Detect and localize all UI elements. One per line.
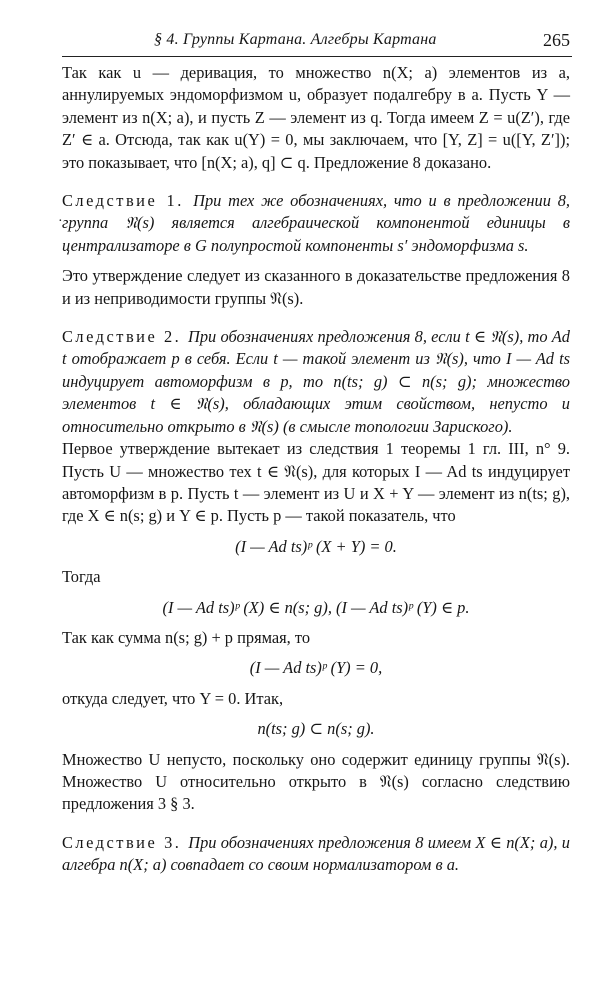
corollary-3-label: Следствие 3. (62, 832, 189, 852)
page-body (62, 62, 570, 877)
corollary-1-statement: При тех же обозначениях, что и в предложении 8, группа 𝔑(s) является алгебраической компонентой единицы в централизаторе в G полупростой компоненты s′ эндоморфизма s. (62, 191, 570, 255)
corollary-2-proof-part-4: Множество U непусто, поскольку оно содержит единицу группы 𝔑(s). Множество U относительно открыто в 𝔑(s) согласно следствию предложения 3 § 3. (62, 749, 570, 814)
then-word: Тогда (62, 567, 101, 587)
paragraph-proof-end: Так как u — деривация, то множество n(X; a) элементов из a, аннулируемых эндоморфизмом u, образует подалгебру в a. Пусть Y — элемент из n(X; a), и пусть Z — элемент из q. Тогда имеем Z = u(Z′), где Z′ ∈ a. Отсюда, так как u(Y) = 0, мы заключаем, что [Y, Z] = u([Y, Z′]); это показывает, что [n(X; a), q] ⊂ q. Предложение 8 доказано. (62, 63, 570, 172)
formula-4: n(ts; g) ⊂ n(s; g). (257, 719, 375, 739)
corollary-2-proof-part-1: Первое утверждение вытекает из следствия 1 теоремы 1 гл. III, n° 9. Пусть U — множество тех t ∈ 𝔑(s), для которых I — Ad ts индуцирует автоморфизм в p. Пусть t — элемент из U и X + Y — элемент из n(ts; g), где X ∈ n(s; g) и Y ∈ p. Пусть p — такой показатель, что (62, 439, 570, 526)
formula-1: (I — Ad ts)ᵖ (X + Y) = 0. (235, 536, 397, 556)
page-header (62, 22, 572, 57)
margin-mark: · (58, 214, 63, 229)
page-number: 265 (543, 30, 570, 50)
corollary-2-statement: При обозначениях предложения 8, если t ∈ 𝔑(s), то Ad t отображает p в себя. Если t — такой элемент из 𝔑(s), что I — Ad ts индуцирует автоморфизм в p, то n(ts; g) ⊂ n(s; g); множество элементов t ∈ 𝔑(s), обладающих этим свойством, непусто и относительно открыто в 𝔑(s) (в смысле топологии Зариского). (62, 327, 570, 436)
corollary-1-proof: Это утверждение следует из сказанного в доказательстве предложения 8 и из неприводимости группы 𝔑(s). (62, 266, 570, 308)
corollary-1 (62, 190, 570, 257)
formula-3: (I — Ad ts)ᵖ (Y) = 0, (249, 658, 383, 678)
corollary-2 (62, 326, 570, 438)
running-head: § 4. Группы Картана. Алгебры Картана (154, 31, 437, 48)
formula-2: (I — Ad ts)ᵖ (X) ∈ n(s; g), (I — Ad ts)ᵖ (Y) ∈ p. (162, 597, 470, 617)
corollary-3 (62, 832, 570, 877)
corollary-2-label: Следствие 2. (62, 327, 188, 347)
corollary-3-statement: При обозначениях предложения 8 имеем X ∈ n(X; a), и алгебра n(X; a) совпадает со своим нормализатором в a. (62, 832, 570, 875)
corollary-1-label: Следствие 1. (62, 191, 194, 211)
corollary-2-proof-part-2: Так как сумма n(s; g) + p прямая, то (62, 627, 311, 647)
corollary-2-proof-part-3: откуда следует, что Y = 0. Итак, (62, 688, 284, 708)
